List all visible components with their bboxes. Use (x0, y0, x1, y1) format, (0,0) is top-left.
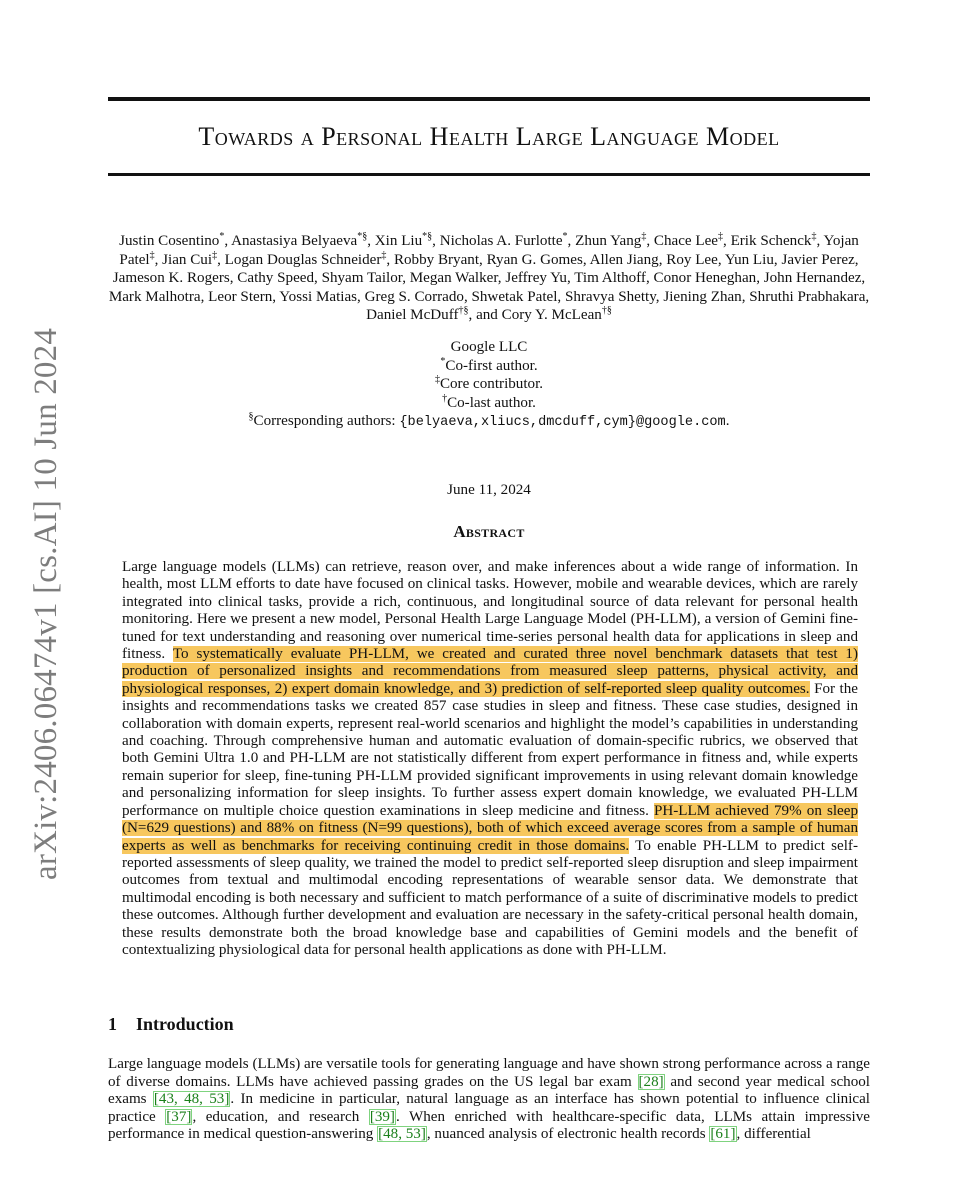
author-name: Jian Cui (162, 251, 213, 268)
citation-link[interactable]: [61] (710, 1126, 736, 1143)
section-heading-introduction (108, 1014, 870, 1035)
author-affiliation-mark: *§ (422, 230, 433, 242)
title-top-rule (108, 97, 870, 101)
author-name: Justin Cosentino (119, 233, 220, 249)
author-name: Conor Heneghan (653, 270, 757, 287)
section-title: Introduction (136, 1014, 234, 1034)
author-affiliation-mark: †§ (458, 305, 469, 317)
abstract-text: Large language models (LLMs) can retrieve, reason over, and make inferences about a wide range of information. In health, most LLM efforts to date have focused on clinical tasks. However, mobile and wearable devices, which are rarely integrated into clinical tasks, provide a rich, continuous, and longitudinal source of data relevant for personal health monitoring. Here we present a new model, Personal Health Large Language Model (PH-LLM), a version of Gemini fine-tuned for text understanding and reasoning over numerical time-series personal health data for applications in sleep and fitness. (122, 559, 858, 663)
note-core-contributor: ‡Core contributor. (434, 374, 544, 393)
affiliation-block (108, 338, 870, 433)
author-affiliation-mark: * (219, 230, 225, 242)
author-name: Logan Douglas Schneider (224, 251, 382, 268)
intro-text: , differential (736, 1126, 811, 1143)
author-name: Shwetak Patel (471, 288, 558, 305)
highlighted-passage: PH-LLM achieved 79% on sleep (N=629 questions) and 88% on fitness (N=99 questions), both of which exceed average scores from a sample of human experts as well as benchmarks for receiving continuing credit in those domains. (122, 802, 858, 854)
author-affiliation-mark: *§ (357, 230, 368, 242)
author-name: Anastasiya Belyaeva (231, 233, 358, 249)
author-list: Justin Cosentino*, Anastasiya Belyaeva*§, Xin Liu*§, Nicholas A. Furlotte*, Zhun Yang‡, Chace Lee‡, Erik Schenck‡, Yojan Patel‡, Jian Cui‡, Logan Douglas Schneider‡, Robby Bryant, Ryan G. Gomes, Allen Jiang, Roy Lee, Yun Liu, Javier Perez, Jameson K. Rogers, Cathy Speed, Shyam Tailor, Megan Walker, Jeffrey Yu, Tim Althoff, Conor Heneghan, John Hernandez, Mark Malhotra, Leor Stern, Yossi Matias, Greg S. Corrado, Shwetak Patel, Shravya Shetty, Jiening Zhan, Shruthi Prabhakara, Daniel McDuff†§, and Cory Y. McLean†§ (108, 230, 870, 324)
author-name: Cory Y. McLean (501, 307, 602, 324)
section-number: 1 (108, 1014, 117, 1034)
author-affiliation-mark: ‡ (212, 249, 218, 261)
author-name: Leor Stern (208, 288, 273, 305)
author-name: Xin Liu (374, 233, 423, 249)
author-name: Tim Althoff (574, 270, 646, 287)
intro-text: Large language models (LLMs) are versatile tools for generating language and have shown strong performance across a range of diverse domains. LLMs have achieved passing grades on the US legal bar exam (108, 1056, 870, 1090)
intro-text: and second year medical school exams (108, 1073, 870, 1108)
title-bottom-rule (108, 173, 870, 176)
author-name: Mark Malhotra (108, 288, 201, 305)
author-name: Megan Walker (409, 270, 498, 287)
intro-text: . When enriched with healthcare-specific data, LLMs attain impressive performance in medical question-answering (108, 1108, 870, 1143)
author-name: Greg S. Corrado (364, 288, 464, 305)
intro-text: , education, and research (192, 1108, 369, 1125)
abstract-text: To enable PH-LLM to predict self-reported assessments of sleep quality, we trained the model to predict self-reported sleep disruption and sleep impairment outcomes from textual and multimodal encoding representations of wearable sensor data. We demonstrate that multimodal encoding is both necessary and sufficient to match performance of a suite of discriminative models to predict these outcomes. Although further development and evaluation are necessary in the safety-critical personal health domain, these results demonstrate both the broad knowledge base and capabilities of Gemini models and the benefit of contextualizing physiological data for personal health applications as done with PH-LLM. (122, 837, 858, 958)
intro-text: . In medicine in particular, natural language as an interface has shown potential to influence clinical practice (108, 1091, 870, 1125)
author-affiliation-mark: †§ (601, 305, 612, 317)
author-name: John Hernandez (763, 270, 862, 287)
abstract-heading: Abstract (453, 522, 525, 541)
author-name: Zhun Yang (575, 233, 642, 249)
abstract-text: For the insights and recommendations tasks we created 857 case studies in sleep and fitness. These case studies, designed in collaboration with domain experts, represent real-world scenarios and highlight the model’s capabilities in understanding and coaching. Through comprehensive human and automatic evaluation of domain-specific rubrics, we observed that both Gemini Ultra 1.0 and PH-LLM are not statistically different from expert performance in fitness and, while experts remain superior for sleep, fine-tuning PH-LLM provided significant improvements in using relevant domain knowledge and personalizing information for sleep insights. To further assess expert domain knowledge, we evaluated PH-LLM performance on multiple choice question examinations in sleep medicine and fitness. (122, 680, 858, 819)
publication-date: June 11, 2024 (447, 482, 531, 498)
author-name: Nicholas A. Furlotte (439, 233, 563, 249)
author-name: Ryan G. Gomes (486, 251, 583, 268)
author-name: Yun Liu (724, 251, 774, 268)
author-name: Shruthi Prabhakara (749, 288, 866, 305)
author-name: Yojan Patel (119, 233, 859, 268)
author-name: Chace Lee (653, 233, 719, 249)
abstract-body (122, 559, 858, 959)
author-affiliation-mark: ‡ (381, 249, 387, 261)
author-affiliation-mark: ‡ (641, 230, 647, 242)
author-name: Allen Jiang (589, 251, 659, 268)
author-name: Shravya Shetty (564, 288, 656, 305)
citation-link[interactable]: [37] (166, 1108, 192, 1125)
citation-link[interactable]: [28] (638, 1073, 664, 1090)
corresponding-email[interactable]: {belyaeva,xliucs,dmcduff,cym}@google.com (399, 415, 726, 431)
author-affiliation-mark: ‡ (718, 230, 724, 242)
citation-link[interactable]: [39] (369, 1108, 395, 1125)
author-name: Jiening Zhan (663, 288, 742, 305)
author-affiliation-mark: * (562, 230, 568, 242)
author-name: Jeffrey Yu (505, 270, 567, 287)
author-affiliation-mark: ‡ (149, 249, 155, 261)
author-name: Erik Schenck (730, 233, 812, 249)
citation-link[interactable]: [48, 53] (378, 1126, 426, 1143)
note-co-last: †Co-last author. (442, 392, 536, 411)
author-name: Yossi Matias (279, 288, 358, 305)
note-co-first: *Co-first author. (440, 355, 538, 374)
arxiv-identifier-stamp: arXiv:2406.06474v1 [cs.AI] 10 Jun 2024 (28, 327, 64, 880)
author-name: Cathy Speed (237, 270, 315, 287)
corresponding-authors: §Corresponding authors: {belyaeva,xliucs,dmcduff,cym}@google.com. (248, 411, 730, 431)
author-name: Daniel McDuff (366, 307, 459, 324)
author-affiliation-mark: ‡ (811, 230, 817, 242)
paper-title: Towards a Personal Health Large Language Model (198, 122, 780, 151)
author-name: Shyam Tailor (321, 270, 403, 287)
author-name: Roy Lee (666, 251, 718, 268)
intro-text: , nuanced analysis of electronic health records (426, 1126, 710, 1143)
author-name: Javier Perez (781, 251, 855, 268)
introduction-body (108, 1056, 870, 1144)
author-name: Robby Bryant (393, 251, 480, 268)
organization: Google LLC (450, 339, 528, 355)
citation-link[interactable]: [43, 48, 53] (153, 1091, 230, 1108)
author-name: Jameson K. Rogers (112, 270, 230, 287)
highlighted-passage: To systematically evaluate PH-LLM, we created and curated three novel benchmark datasets that test 1) production of personalized insights and recommendations from measured sleep patterns, physical activity, and physiological responses, 2) expert domain knowledge, and 3) prediction of self-reported sleep quality outcomes. (122, 646, 858, 697)
